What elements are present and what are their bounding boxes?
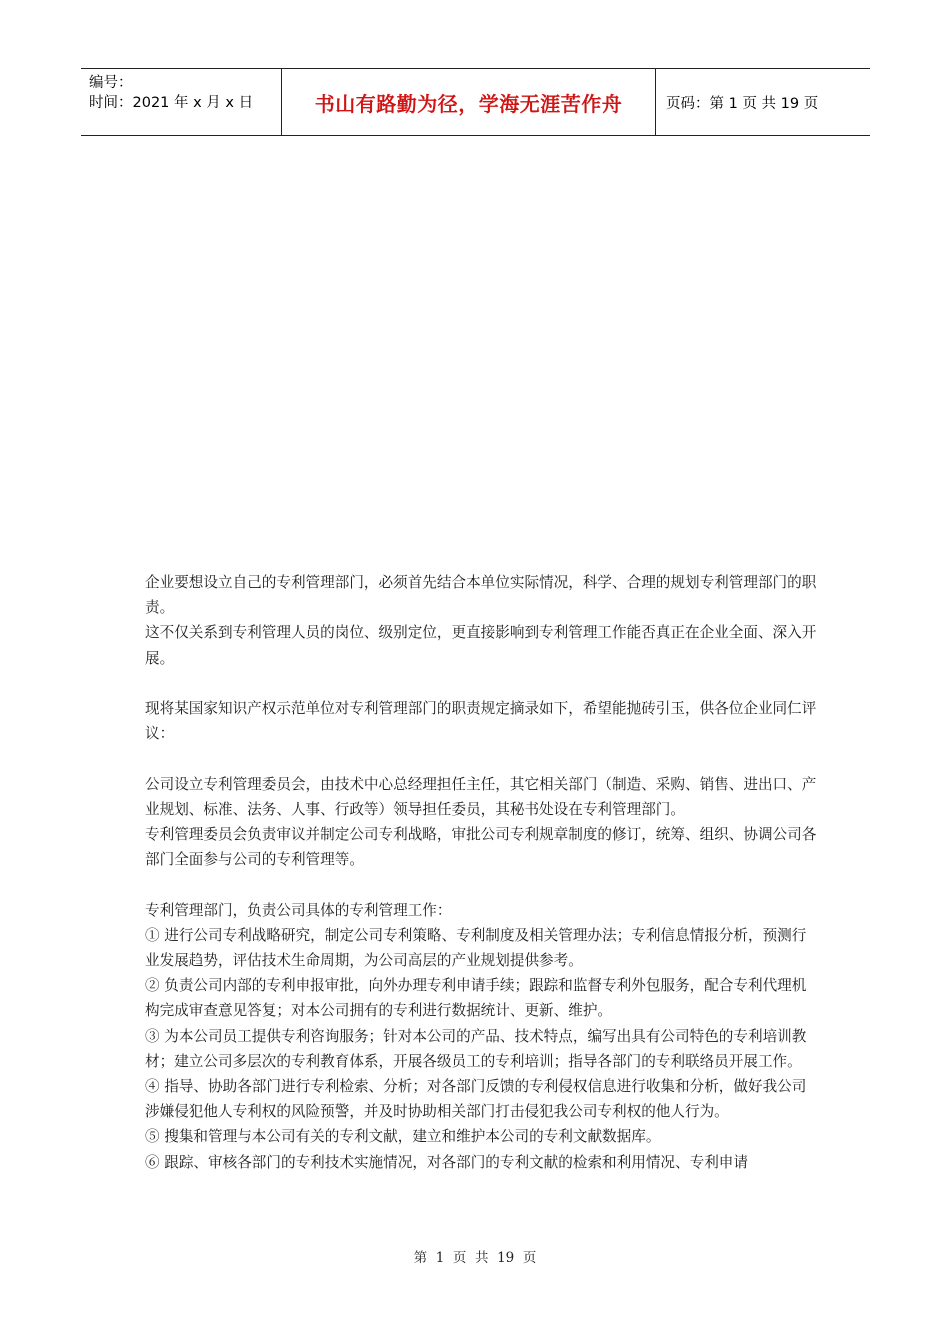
list-item: ③ 为本公司员工提供专利咨询服务；针对本公司的产品、技术特点，编写出具有公司特色的专利培训教材；建立公司多层次的专利教育体系，开展各级员工的专利培训；指导各部门的专利联络员开展工作。 (145, 1027, 807, 1070)
paragraph: 专利管理部门，负责公司具体的专利管理工作： (145, 901, 452, 919)
list-item: ④ 指导、协助各部门进行专利检索、分析；对各部门反馈的专利侵权信息进行收集和分析，做好我公司涉嫌侵犯他人专利权的风险预警，并及时协助相关部门打击侵犯我公司专利权的他人行为。 (145, 1078, 807, 1121)
header-motto: 书山有路勤为径，学海无涯苦作舟 (282, 69, 656, 135)
document-header (81, 68, 870, 136)
paragraph: 现将某国家知识产权示范单位对专利管理部门的职责规定摘录如下，希望能抛砖引玉，供各位企业同仁评议： (145, 700, 817, 743)
doc-time-label: 时间：2021 年 x 月 x 日 (89, 95, 254, 111)
blank-line (145, 671, 820, 696)
list-item: ⑥ 跟踪、审核各部门的专利技术实施情况，对各部门的专利文献的检索和利用情况、专利申请 (145, 1153, 748, 1171)
blank-line (145, 746, 820, 771)
doc-number-label: 编号： (89, 75, 133, 91)
paragraph: 这不仅关系到专利管理人员的岗位、级别定位，更直接影响到专利管理工作能否真正在企业全面、深入开展。 (145, 624, 817, 667)
header-page-info: 页码：第 1 页 共 19 页 (666, 95, 819, 112)
header-meta (81, 69, 282, 135)
document-body (145, 570, 820, 1175)
paragraph: 企业要想设立自己的专利管理部门，必须首先结合本单位实际情况，科学、合理的规划专利管理部门的职责。 (145, 574, 817, 617)
paragraph: 专利管理委员会负责审议并制定公司专利战略，审批公司专利规章制度的修订，统筹、组织、协调公司各部门全面参与公司的专利管理等。 (145, 826, 817, 869)
list-item: ② 负责公司内部的专利申报审批，向外办理专利申请手续；跟踪和监督专利外包服务，配合专利代理机构完成审查意见答复；对本公司拥有的专利进行数据统计、更新、维护。 (145, 977, 807, 1020)
list-item: ① 进行公司专利战略研究，制定公司专利策略、专利制度及相关管理办法；专利信息情报分析，预测行业发展趋势，评估技术生命周期，为公司高层的产业规划提供参考。 (145, 926, 807, 969)
blank-line (145, 872, 820, 897)
paragraph: 公司设立专利管理委员会，由技术中心总经理担任主任，其它相关部门（制造、采购、销售、进出口、产业规划、标准、法务、人事、行政等）领导担任委员，其秘书处设在专利管理部门。 (145, 775, 817, 818)
list-item: ⑤ 搜集和管理与本公司有关的专利文献，建立和维护本公司的专利文献数据库。 (145, 1128, 661, 1146)
page-footer: 第 1 页 共 19 页 (413, 1250, 537, 1266)
